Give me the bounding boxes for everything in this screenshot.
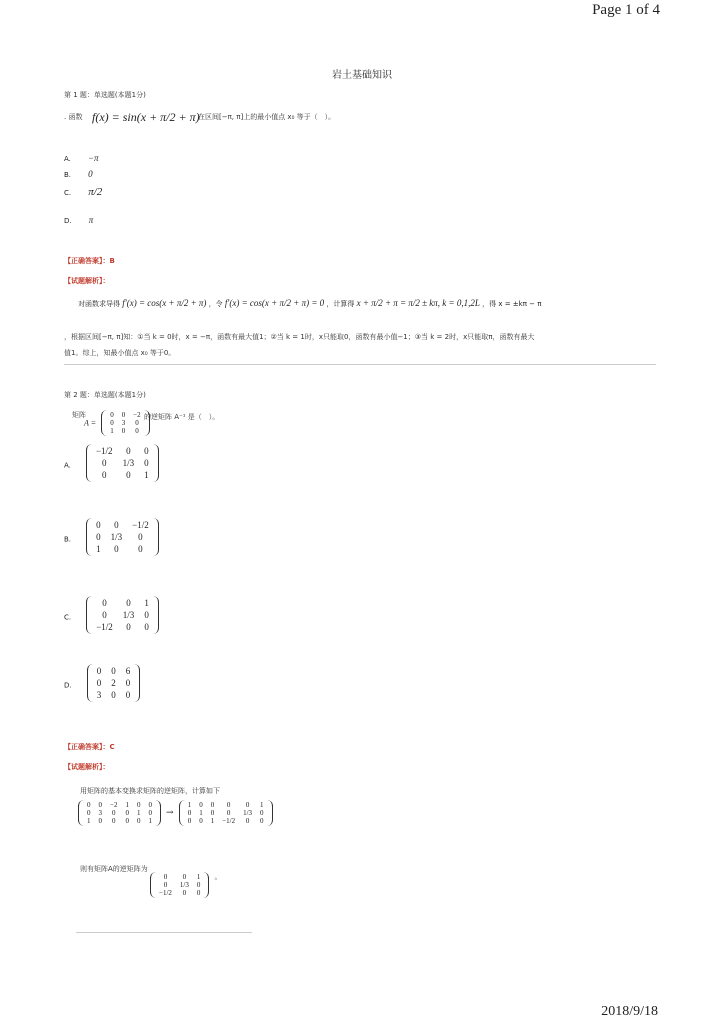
augmented-matrix-right [184,801,268,825]
option-key: D. [64,681,72,690]
matrix-cell: 0 [199,817,203,825]
matrix-cell: 0 [125,809,129,817]
q1-function: f(x) = sin(x + π/2 + π) [92,110,200,124]
q1-stem-prefix: . 函数 [64,113,83,121]
option-key: B. [64,535,72,544]
option-value: π/2 [88,186,103,198]
matrix-cell: 0 [144,610,149,620]
matrix-cell: 0 [260,809,264,817]
q2-row-reduction [78,800,273,826]
q2-matrix-a: A = 0 0 −2 0 3 0 1 0 0 [84,410,150,436]
option-matrix [91,597,154,633]
matrix-cell: −1/2 [96,622,113,632]
matrix-cell: −1/2 [132,520,149,530]
matrix-cell: 0 [163,881,168,889]
q1-analysis-line1: 对函数求导得 f′(x) = cos(x + π/2 + π) ，令 f′(x) = cos(x + π/2 + π) = 0 ，计算得 x + π/2 + π = π/2 ± kπ, k = 0,1,2L ，得 x = ±kπ − π [78,298,542,308]
matrix-cell: 0 [196,881,201,889]
matrix-cell: 0 [96,532,101,542]
matrix-cell: 0 [111,690,116,700]
matrix-cell: 0 [136,801,141,809]
matrix-cell: 0 [110,419,114,427]
matrix-cell: 0 [121,411,126,419]
matrix-cell: 0 [245,817,250,825]
q1-label: 第 1 题：单选题(本题1分) [64,91,146,99]
matrix-cell: 0 [126,446,131,456]
matrix-cell: 1 [196,873,201,881]
q1-analysis-label: 【试题解析】： [64,277,110,285]
matrix-cell: 0 [126,622,131,632]
matrix-cell: 0 [136,817,141,825]
matrix-cell: 0 [110,411,114,419]
matrix-cell: 0 [114,544,119,554]
matrix-cell: 0 [163,873,168,881]
matrix-cell: 0 [111,809,116,817]
matrix-cell: −1/2 [222,817,236,825]
q2-inverse-matrix: 0 0 1 0 1/3 0 −1/2 0 0 。 [150,872,221,898]
print-date: 2018/9/18 [601,1004,658,1019]
matrix-cell: 0 [148,809,152,817]
matrix-cell: 0 [102,470,107,480]
matrix-cell: 1 [260,801,264,809]
matrix-cell: 1 [199,809,203,817]
matrix-cell: 0 [182,889,187,897]
matrix-cell: 0 [125,678,131,688]
q1-option-d[interactable] [64,208,93,227]
divider [64,364,656,365]
divider [76,932,252,933]
option-key: C. [64,613,72,622]
q2-analysis-line2: 则有矩阵A的逆矩阵为 [80,865,148,873]
matrix-cell: 1/3 [122,610,135,620]
q2-option-d[interactable] [64,664,140,702]
matrix-cell: 0 [196,889,201,897]
option-value: π [88,215,94,225]
q2-analysis-line1: 用矩阵的基本变换求矩阵的逆矩阵，计算如下 [80,787,220,795]
matrix-cell: 0 [144,622,149,632]
matrix-cell: 0 [96,520,101,530]
matrix-cell: 0 [144,446,149,456]
matrix-cell: 0 [187,809,192,817]
q2-analysis-label: 【试题解析】： [64,763,110,771]
matrix-cell: 0 [260,817,264,825]
matrix-cell: 6 [125,666,131,676]
matrix-cell: 1 [148,817,152,825]
q2-option-b[interactable] [64,518,159,556]
matrix-cell: 0 [199,801,203,809]
matrix-cell: 0 [111,817,116,825]
matrix-cell: 0 [96,666,102,676]
matrix-cell: −2 [110,801,118,809]
matrix-cell: 0 [148,801,152,809]
matrix-cell: 0 [111,666,116,676]
matrix-cell: 0 [226,801,231,809]
matrix-cell: 0 [210,809,215,817]
matrix-cell: 2 [111,678,116,688]
matrix-cell: 0 [98,801,102,809]
q1-analysis-line2: ，根据区间[−π, π]知：①当 k = 0时，x = −π，函数有最大值1；②当 k = 1时，x只能取0，函数有最小值−1；③当 k = 2时，x只能取π，函数有最大 [64,333,535,341]
matrix-cell: 0 [102,458,107,468]
q2-answer: 【正确答案】：C [64,743,115,751]
matrix-cell: 1/3 [243,809,253,817]
matrix-cell: 1 [210,817,215,825]
option-matrix [92,665,136,701]
q2-option-c[interactable] [64,596,159,634]
matrix-cell: 0 [87,809,91,817]
q1-stem-suffix: 在区间[−π, π]上的最小值点 x₀ 等于（ ）。 [198,113,336,121]
matrix-cell: 0 [87,801,91,809]
matrix-cell: 0 [114,520,119,530]
option-matrix [91,445,154,481]
option-matrix [91,519,154,555]
matrix-cell: 1/3 [122,458,135,468]
matrix-cell: 0 [102,610,107,620]
q1-option-c[interactable] [64,180,102,199]
matrix-cell: 1 [187,801,192,809]
option-key: D. [64,217,72,225]
option-value: 0 [88,169,93,179]
matrix-cell: 0 [226,809,231,817]
q2-option-a[interactable] [64,444,159,482]
q2-matrix-table [106,411,144,435]
matrix-cell: 1/3 [179,881,189,889]
matrix-cell: −2 [133,411,141,419]
option-key: A. [64,155,71,163]
matrix-cell: −1/2 [159,889,172,897]
matrix-cell: 1 [96,544,101,554]
matrix-cell: 0 [125,817,129,825]
augmented-matrix-left [83,801,156,825]
arrow-icon: → [166,808,174,818]
matrix-cell: 1 [87,817,91,825]
matrix-cell: 0 [138,532,143,542]
matrix-cell: 0 [210,801,215,809]
matrix-cell: 1 [125,801,129,809]
matrix-cell: 0 [144,458,149,468]
matrix-cell: 3 [98,809,102,817]
q1-analysis-line3: 值1。综上，知最小值点 x₀ 等于0。 [64,349,176,357]
matrix-cell: 1 [136,809,141,817]
matrix-cell: 0 [125,690,131,700]
option-key: B. [64,171,72,179]
matrix-cell: 0 [135,419,139,427]
page-title: 岩土基础知识 [332,70,392,81]
matrix-cell: 0 [98,817,102,825]
matrix-cell: 0 [138,544,143,554]
matrix-cell: 3 [96,690,102,700]
matrix-cell: 0 [126,598,131,608]
matrix-cell: 0 [187,817,192,825]
matrix-cell: 1/3 [110,532,123,542]
matrix-cell: 0 [96,678,102,688]
matrix-cell: 0 [245,801,250,809]
matrix-cell: −1/2 [95,446,113,456]
option-key: A. [64,461,71,470]
matrix-cell: 0 [135,427,139,435]
q2-stem-prefix: 矩阵 [72,411,86,419]
inverse-matrix-table [155,873,204,897]
matrix-cell: 3 [121,419,126,427]
q1-answer: 【正确答案】：B [64,257,115,265]
matrix-cell: 1 [144,598,149,608]
q1-option-b[interactable] [64,162,93,181]
matrix-cell: 0 [126,470,131,480]
matrix-cell: 1 [144,470,149,480]
option-value: −π [87,153,99,163]
option-key: C. [64,189,72,197]
matrix-cell: 0 [182,873,187,881]
q2-label: 第 2 题：单选题(本题1分) [64,391,146,399]
page-number: Page 1 of 4 [592,2,660,18]
matrix-cell: 1 [110,427,114,435]
matrix-cell: 0 [121,427,126,435]
matrix-cell: 0 [102,598,107,608]
q2-stem-suffix: 的逆矩阵 A⁻¹ 是（ ）。 [144,413,220,421]
